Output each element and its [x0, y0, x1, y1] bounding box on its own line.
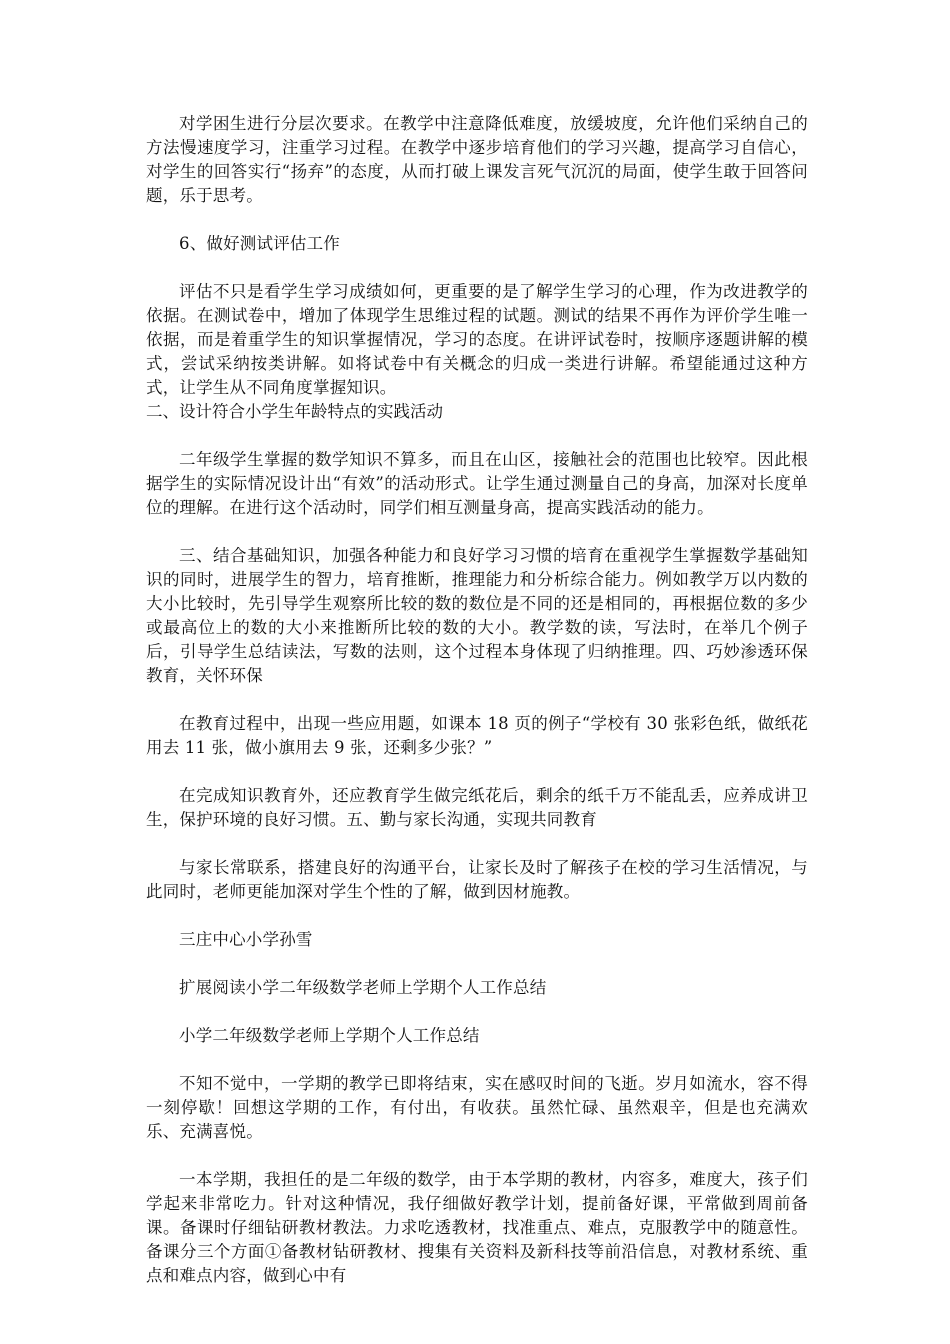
paragraph-struggling-students: 对学困生进行分层次要求。在教学中注意降低难度，放缓坡度，允许他们采纳自己的方法慢速度学习，注重学习过程。在教学中逐步培育他们的学习兴趣，提高学习自信心，对学生的回答实行“扬弃”的态度，从而打破上课发言死气沉沉的局面，使学生敢于回答问题，乐于思考。	[146, 114, 808, 205]
paragraph-intro: 不知不觉中，一学期的教学已即将结束，实在感叹时间的飞逝。岁月如流水，容不得一刻停歇！回想这学期的工作，有付出，有收获。虽然忙碌、虽然艰辛，但是也充满欢乐、充满喜悦。	[146, 1074, 808, 1141]
paragraph-parent-contact: 与家长常联系，搭建良好的沟通平台，让家长及时了解孩子在校的学习生活情况，与此同时，老师更能加深对学生个性的了解，做到因材施教。	[146, 858, 808, 901]
author-line: 三庄中心小学孙雪	[179, 930, 313, 949]
document-body	[146, 112, 808, 1312]
paragraph-assessment: 评估不只是看学生学习成绩如何，更重要的是了解学生学习的心理，作为改进教学的依据。在测试卷中，增加了体现学生思维过程的试题。测试的结果不再作为评价学生唯一依据，而是着重学生的知识掌握情况，学习的态度。在讲评试卷时，按顺序逐题讲解的模式，尝试采纳按类讲解。如将试卷中有关概念的归成一类进行讲解。希望能通过这种方式，让学生从不同角度掌握知识。	[146, 282, 808, 397]
extended-reading-title: 扩展阅读小学二年级数学老师上学期个人工作总结	[179, 978, 547, 997]
paragraph-environment: 在完成知识教育外，还应教育学生做完纸花后，剩余的纸千万不能乱丢，应养成讲卫生，保护环境的良好习惯。五、勤与家长沟通，实现共同教育	[146, 786, 808, 829]
paragraph-lesson-prep: 一本学期，我担任的是二年级的数学，由于本学期的教材，内容多，难度大，孩子们学起来非常吃力。针对这种情况，我仔细做好教学计划，提前备好课，平常做到周前备课。备课时仔细钻研教材教法。力求吃透教材，找准重点、难点，克服教学中的随意性。备课分三个方面①备教材钻研教材、搜集有关资料及新科技等前沿信息，对教材系统、重点和难点内容，做到心中有	[146, 1170, 808, 1285]
paragraph-basic-knowledge: 三、结合基础知识，加强各种能力和良好学习习惯的培育在重视学生掌握数学基础知识的同时，进展学生的智力，培育推断，推理能力和分析综合能力。例如教学万以内数的大小比较时，先引导学生观察所比较的数的数位是不同的还是相同的，再根据位数的多少或最高位上的数的大小来推断所比较的数的大小。教学数的读，写法时，在举几个例子后，引导学生总结读法，写数的法则，这个过程本身体现了归纳推理。四、巧妙渗透环保教育，关怀环保	[146, 546, 808, 685]
article-title: 小学二年级数学老师上学期个人工作总结	[179, 1026, 480, 1045]
section-heading-practice-activities: 二、设计符合小学生年龄特点的实践活动	[146, 402, 443, 421]
paragraph-word-problem: 在教育过程中，出现一些应用题，如课本 18 页的例子“学校有 30 张彩色纸，做纸花用去 11 张，做小旗用去 9 张，还剩多少张？”	[146, 714, 808, 757]
paragraph-practice-activities: 二年级学生掌握的数学知识不算多，而且在山区，接触社会的范围也比较窄。因此根据学生的实际情况设计出“有效”的活动形式。让学生通过测量自己的身高，加深对长度单位的理解。在进行这个活动时，同学们相互测量身高，提高实践活动的能力。	[146, 450, 808, 517]
section-heading-testing: 6、做好测试评估工作	[179, 234, 340, 253]
